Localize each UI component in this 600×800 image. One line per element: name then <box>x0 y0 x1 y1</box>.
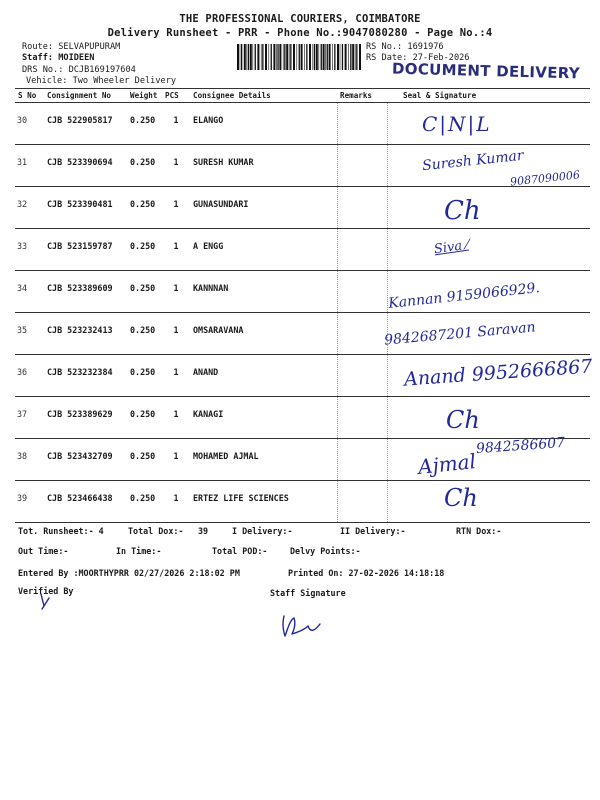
row-weight: 0.250 <box>127 439 162 481</box>
entered-by: Entered By :MOORTHYPRR 02/27/2026 2:18:02 PM <box>18 568 240 578</box>
table-row <box>15 229 590 271</box>
drs-number: DRS No.: DCJB169197604 <box>22 65 136 75</box>
row-consignee: ERTEZ LIFE SCIENCES <box>190 481 337 523</box>
col-consignment: Consignment No <box>44 89 127 103</box>
row-remarks <box>337 145 387 187</box>
row-weight: 0.250 <box>127 271 162 313</box>
row-remarks <box>337 187 387 229</box>
row-remarks <box>337 481 387 523</box>
row-weight: 0.250 <box>127 397 162 439</box>
barcode <box>236 44 361 70</box>
delvy-points: Delvy Points:- <box>290 546 361 556</box>
row-consignee: KANAGI <box>190 397 337 439</box>
row-consignment: CJB 523466438 <box>44 481 127 523</box>
row-consignee: MOHAMED AJMAL <box>190 439 337 481</box>
col-consignee: Consignee Details <box>190 89 337 103</box>
row-consignment: CJB 523390694 <box>44 145 127 187</box>
row-consignment: CJB 522905817 <box>44 103 127 145</box>
signature-handwriting: C|N|L <box>422 112 492 136</box>
row-pcs: 1 <box>162 103 190 145</box>
row-sno: 36 <box>15 355 44 397</box>
row-pcs: 1 <box>162 313 190 355</box>
row-sno: 32 <box>15 187 44 229</box>
row-signature-cell <box>387 187 590 229</box>
signature-handwriting: Ajmal <box>416 449 478 479</box>
signature-handwriting: Ch <box>444 196 481 226</box>
col-remarks: Remarks <box>337 89 387 103</box>
i-delivery: I Delivery:- <box>232 526 293 536</box>
row-consignee: OMSARAVANA <box>190 313 337 355</box>
row-sno: 35 <box>15 313 44 355</box>
row-remarks <box>337 355 387 397</box>
table-row <box>15 103 590 145</box>
row-remarks <box>337 439 387 481</box>
total-dox-label: Total Dox:- <box>128 526 184 536</box>
signature-handwriting: Anand 9952666867 <box>403 355 594 391</box>
row-consignment: CJB 523232384 <box>44 355 127 397</box>
row-consignment: CJB 523159787 <box>44 229 127 271</box>
out-time: Out Time:- <box>18 546 69 556</box>
total-dox-value: 39 <box>198 526 209 536</box>
row-pcs: 1 <box>162 481 190 523</box>
table-row <box>15 187 590 229</box>
row-remarks <box>337 313 387 355</box>
table-row <box>15 397 590 439</box>
row-remarks <box>337 271 387 313</box>
verified-by: Verified By <box>18 586 74 596</box>
row-signature-cell <box>387 481 590 523</box>
row-consignee: A ENGG <box>190 229 337 271</box>
row-consignee: SURESH KUMAR <box>190 145 337 187</box>
row-pcs: 1 <box>162 187 190 229</box>
row-pcs: 1 <box>162 439 190 481</box>
row-consignment: CJB 523389609 <box>44 271 127 313</box>
row-pcs: 1 <box>162 355 190 397</box>
row-consignee: GUNASUNDARI <box>190 187 337 229</box>
row-sno: 31 <box>15 145 44 187</box>
staff-signature-scribble <box>280 610 324 640</box>
signature-handwriting: Siva ⁄ <box>433 237 470 258</box>
table-header-row <box>15 89 590 103</box>
row-remarks <box>337 229 387 271</box>
col-sno: S No <box>15 89 44 103</box>
row-consignment: CJB 523389629 <box>44 397 127 439</box>
row-sno: 30 <box>15 103 44 145</box>
staff-label: Staff: MOIDEEN <box>22 53 95 63</box>
signature-handwriting: 9842586607 <box>475 434 566 458</box>
row-sno: 33 <box>15 229 44 271</box>
row-pcs: 1 <box>162 145 190 187</box>
row-consignee: KANNNAN <box>190 271 337 313</box>
row-signature-cell <box>387 397 590 439</box>
row-weight: 0.250 <box>127 187 162 229</box>
row-weight: 0.250 <box>127 229 162 271</box>
row-signature-cell <box>387 229 590 271</box>
rtn-dox: RTN Dox:- <box>456 526 502 536</box>
row-consignee: ELANGO <box>190 103 337 145</box>
col-seal-signature: Seal & Signature <box>387 89 590 103</box>
signature-handwriting: Suresh Kumar <box>421 147 525 175</box>
rs-date: RS Date: 27-Feb-2026 <box>366 53 470 63</box>
row-weight: 0.250 <box>127 355 162 397</box>
row-weight: 0.250 <box>127 103 162 145</box>
document-delivery-stamp: DOCUMENT DELIVERY <box>391 59 581 83</box>
route-label: Route: SELVAPUPURAM <box>22 42 121 52</box>
col-pcs: PCS <box>162 89 190 103</box>
row-sno: 37 <box>15 397 44 439</box>
row-weight: 0.250 <box>127 481 162 523</box>
row-consignment: CJB 523232413 <box>44 313 127 355</box>
row-consignment: CJB 523390481 <box>44 187 127 229</box>
col-weight: Weight <box>127 89 162 103</box>
verifier-initial-mark <box>38 592 52 610</box>
total-pod: Total POD:- <box>212 546 268 556</box>
row-pcs: 1 <box>162 271 190 313</box>
vehicle-label: Vehicle: Two Wheeler Delivery <box>26 76 177 86</box>
company-title: THE PROFESSIONAL COURIERS, COIMBATORE <box>179 13 421 25</box>
staff-signature-label: Staff Signature <box>270 588 346 598</box>
row-remarks <box>337 103 387 145</box>
row-pcs: 1 <box>162 229 190 271</box>
row-weight: 0.250 <box>127 313 162 355</box>
row-remarks <box>337 397 387 439</box>
table-row <box>15 481 590 523</box>
signature-handwriting: 9087090006 <box>509 168 581 189</box>
row-weight: 0.250 <box>127 145 162 187</box>
in-time: In Time:- <box>116 546 162 556</box>
row-consignment: CJB 523432709 <box>44 439 127 481</box>
row-sno: 34 <box>15 271 44 313</box>
row-consignee: ANAND <box>190 355 337 397</box>
tot-runsheet: Tot. Runsheet:- 4 <box>18 526 104 536</box>
printed-on: Printed On: 27-02-2026 14:18:18 <box>288 568 445 578</box>
signature-handwriting: Ch <box>444 484 478 512</box>
signature-handwriting: 9842687201 Saravan <box>383 319 537 349</box>
rs-number: RS No.: 1691976 <box>366 42 444 52</box>
row-sno: 39 <box>15 481 44 523</box>
signature-handwriting: Kannan 9159066929. <box>387 280 541 312</box>
runsheet-subtitle: Delivery Runsheet - PRR - Phone No.:9047080280 - Page No.:4 <box>107 27 493 39</box>
signature-handwriting: Ch <box>446 406 480 434</box>
row-pcs: 1 <box>162 397 190 439</box>
row-sno: 38 <box>15 439 44 481</box>
ii-delivery: II Delivery:- <box>340 526 406 536</box>
